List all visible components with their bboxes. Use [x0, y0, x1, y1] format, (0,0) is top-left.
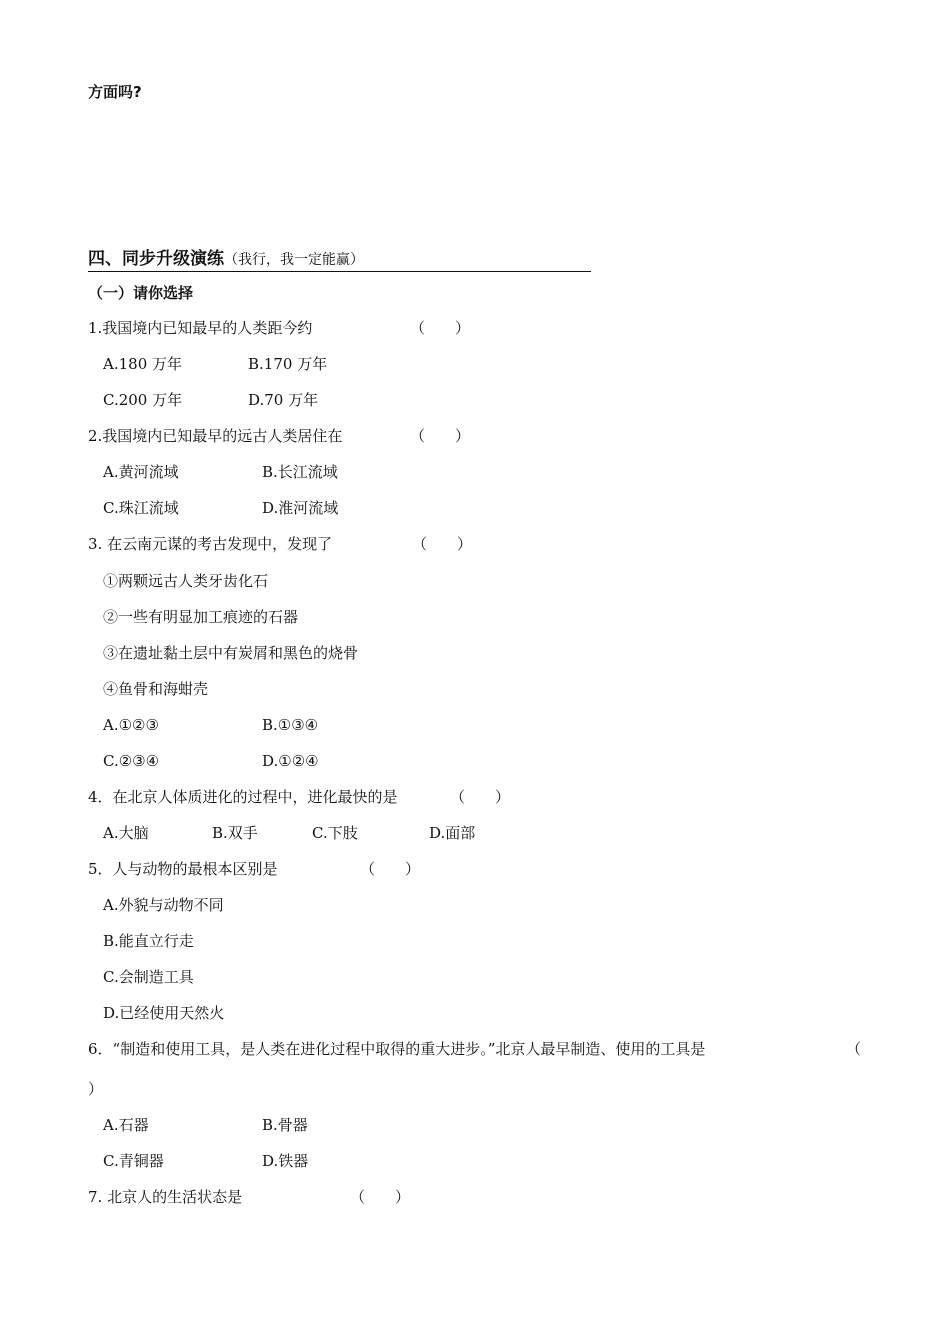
question-2-option-d: D.淮河流域 [262, 499, 339, 517]
section-subtitle: （我行，我一定能赢） [224, 252, 364, 268]
question-4-option-d: D.面部 [429, 824, 476, 842]
question-6-stem: 6．“制造和使用工具，是人类在进化过程中取得的重大进步。”北京人最早制造、使用的工具是 [88, 1040, 706, 1058]
question-3-option-d: D.①②④ [262, 752, 319, 770]
question-2-stem: 2.我国境内已知最早的远古人类居住在 [88, 427, 343, 445]
carryover-text: 方面吗? [88, 83, 142, 101]
question-5-option-c: C.会制造工具 [103, 968, 194, 986]
question-6-option-c: C.青铜器 [103, 1152, 164, 1170]
question-1-option-d: D.70 万年 [248, 391, 319, 409]
question-3-option-a: A.①②③ [103, 716, 159, 734]
question-1-option-c: C.200 万年 [103, 391, 183, 409]
question-7-blank: （ ） [350, 1188, 411, 1206]
question-4-blank: （ ） [450, 788, 511, 806]
question-2-option-c: C.珠江流域 [103, 499, 179, 517]
question-1-option-a: A.180 万年 [103, 355, 182, 373]
question-2-option-a: A.黄河流域 [103, 463, 179, 481]
question-1-option-b: B.170 万年 [248, 355, 328, 373]
question-3-statement-1: ①两颗远古人类牙齿化石 [103, 572, 269, 590]
question-6-option-d: D.铁器 [262, 1152, 309, 1170]
question-2-option-b: B.长江流域 [262, 463, 338, 481]
question-4-option-b: B.双手 [212, 824, 258, 842]
question-3-option-b: B.①③④ [262, 716, 319, 734]
question-3-option-c: C.②③④ [103, 752, 160, 770]
question-5-option-a: A.外貌与动物不同 [103, 896, 224, 914]
question-3-statement-2: ②一些有明显加工痕迹的石器 [103, 608, 299, 626]
question-6-blank-close: ） [88, 1080, 104, 1098]
question-2-blank: （ ） [410, 427, 471, 445]
question-1-blank: （ ） [410, 319, 471, 337]
question-1-stem: 1.我国境内已知最早的人类距今约 [88, 319, 313, 337]
question-5-option-b: B.能直立行走 [103, 932, 194, 950]
question-3-statement-4: ④鱼骨和海蚶壳 [103, 680, 209, 698]
question-6-option-b: B.骨器 [262, 1116, 308, 1134]
question-3-stem: 3. 在云南元谋的考古发现中，发现了 [88, 535, 333, 553]
question-5-stem: 5．人与动物的最根本区别是 [88, 860, 278, 878]
question-4-option-c: C.下肢 [312, 824, 358, 842]
question-7-stem: 7. 北京人的生活状态是 [88, 1188, 243, 1206]
question-4-stem: 4．在北京人体质进化的过程中，进化最快的是 [88, 788, 398, 806]
question-4-option-a: A.大脑 [103, 824, 149, 842]
question-3-blank: （ ） [412, 535, 473, 553]
section-heading [88, 244, 591, 272]
question-5-option-d: D.已经使用天然火 [103, 1004, 225, 1022]
section-title: 四、同步升级演练 [88, 249, 224, 269]
question-5-blank: （ ） [360, 860, 421, 878]
part-heading: （一）请你选择 [88, 284, 194, 302]
question-6-blank-open: （ [846, 1040, 862, 1058]
question-6-option-a: A.石器 [103, 1116, 149, 1134]
question-3-statement-3: ③在遗址黏土层中有炭屑和黑色的烧骨 [103, 644, 359, 662]
